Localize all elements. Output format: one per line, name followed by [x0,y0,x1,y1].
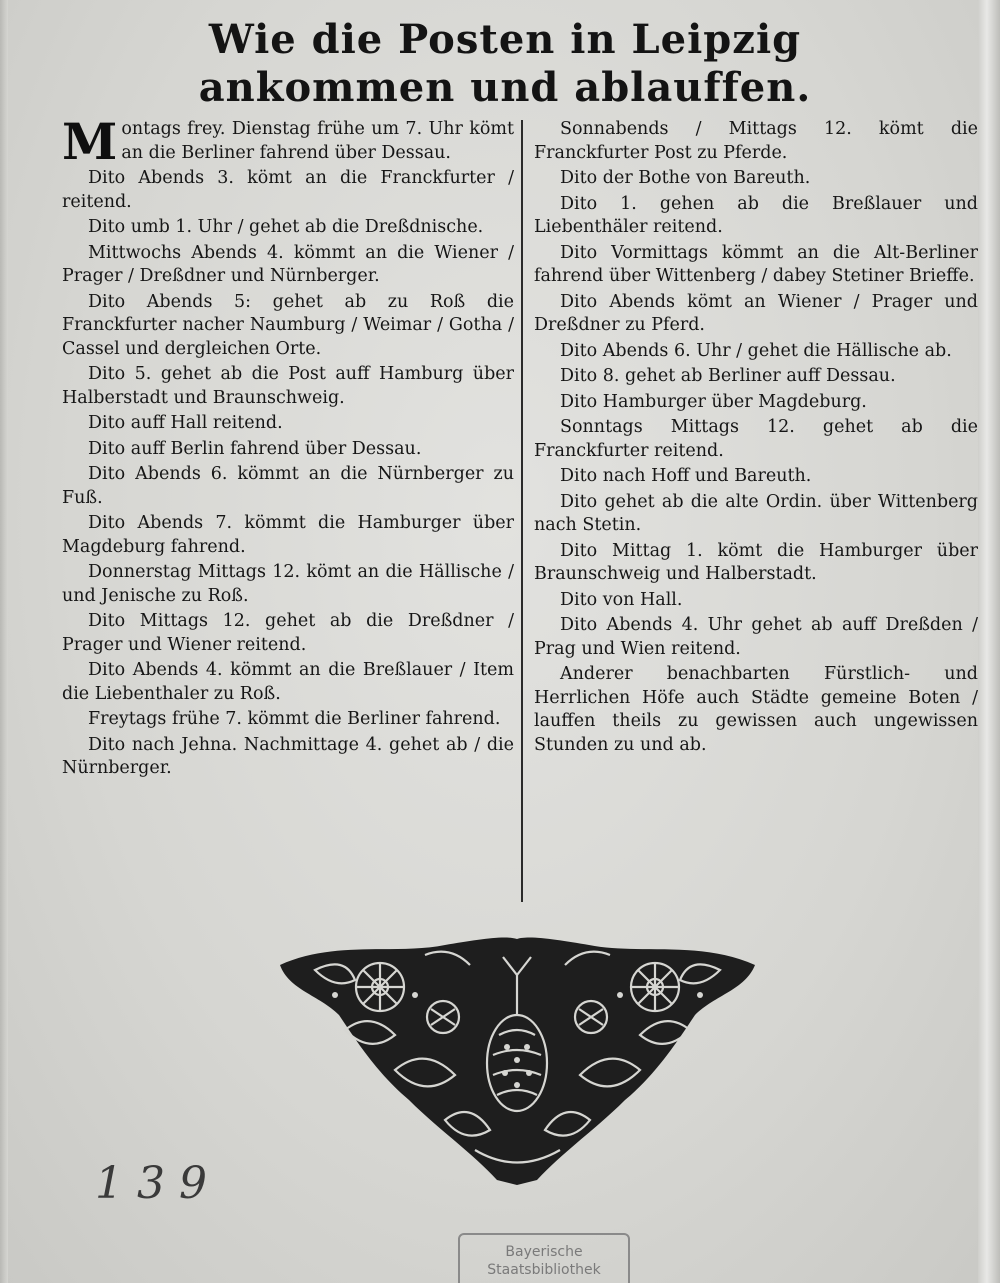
schedule-entry: Sonntags Mittags 12. gehet ab die Franckfurter reitend. [534,417,978,461]
schedule-entry: Dito von Hall. [560,589,683,610]
floral-ornament-icon [275,935,760,1185]
schedule-entry: Dito auff Hall reitend. [88,413,283,433]
schedule-entry: Dito Abends 3. kömt an die Franckfurter / reitend. [62,168,514,212]
schedule-entry: Dito Mittags 12. gehet ab die Dreßdner / Prager und Wiener reitend. [62,611,514,655]
schedule-entry: Freytags frühe 7. kömmt die Berliner fahrend. [88,709,501,729]
schedule-entry: Anderer benachbarten Fürstlich- und Herrlichen Höfe auch Städte gemeine Boten / lauffen theils zu gewissen auch ungewissen Stunden zu und ab. [534,664,978,755]
schedule-entry: Mittwochs Abends 4. kömmt an die Wiener / Prager / Dreßdner und Nürnberger. [62,242,514,286]
schedule-entry-text: ontags frey. Dienstag frühe um 7. Uhr kömt an die Berliner fahrend über Dessau. [121,119,514,163]
schedule-entry-first [62,112,514,171]
page-title: Wie die Posten in Leipzig ankommen und ablauffen. [198,16,812,111]
schedule-entry: Dito 1. gehen ab die Breßlauer und Liebenthäler reitend. [534,193,978,237]
schedule-entry: Dito Mittag 1. kömt die Hamburger über Braunschweig und Halberstadt. [534,540,978,584]
schedule-entry: Dito Abends 6. kömmt an die Nürnberger zu Fuß. [62,464,514,508]
schedule-entry: Dito Abends 4. Uhr gehet ab auff Dreßden / Prag und Wien reitend. [534,615,978,659]
schedule-entry: Dito nach Hoff und Bareuth. [560,466,812,486]
left-column [62,112,514,783]
schedule-entry: Sonnabends / Mittags 12. kömt die Franckfurter Post zu Pferde. [534,119,978,163]
library-stamp [458,1233,630,1283]
page-edge-left [0,0,8,1283]
schedule-entry: Dito gehet ab die alte Ordin. über Wittenberg nach Stetin. [534,491,978,535]
schedule-entry: Donnerstag Mittags 12. kömt an die Hällische / und Jenische zu Roß. [62,562,514,606]
schedule-entry: Dito Abends kömt an Wiener / Prager und Dreßdner zu Pferd. [534,291,978,335]
schedule-entry: Dito Abends 7. kömmt die Hamburger über Magdeburg fahrend. [62,513,514,557]
drop-cap: M [62,112,118,171]
schedule-entry: Dito der Bothe von Bareuth. [560,168,811,188]
schedule-entry: Dito umb 1. Uhr / gehet ab die Dreßdnische. [88,217,484,237]
schedule-entry: Dito auff Berlin fahrend über Dessau. [88,438,422,459]
column-divider [521,120,523,902]
page-edge-right [978,0,1000,1283]
schedule-entry: Dito 8. gehet ab Berliner auff Dessau. [560,366,896,386]
stamp-line-2: Staatsbibliothek [487,1262,601,1278]
schedule-entry: Dito Hamburger über Magdeburg. [560,391,867,412]
handwritten-shelfmark: 139 [95,1158,221,1209]
stamp-line-1: Bayerische [505,1244,583,1260]
schedule-entry: Dito nach Jehna. Nachmittage 4. gehet ab / die Nürnberger. [62,734,514,778]
schedule-entry: Dito Abends 6. Uhr / gehet die Hällische ab. [560,340,952,361]
right-column [534,118,978,759]
schedule-entry: Dito Vormittags kömmt an die Alt-Berliner fahrend über Wittenberg / dabey Stetiner Brieffe. [534,242,978,286]
schedule-entry: Dito Abends 5: gehet ab zu Roß die Franckfurter nacher Naumburg / Weimar / Gotha / Cassel und dergleichen Orte. [62,291,514,359]
schedule-entry: Dito 5. gehet ab die Post auff Hamburg über Halberstadt und Braunschweig. [62,364,514,408]
schedule-entry: Dito Abends 4. kömmt an die Breßlauer / Item die Liebenthaler zu Roß. [62,660,514,704]
